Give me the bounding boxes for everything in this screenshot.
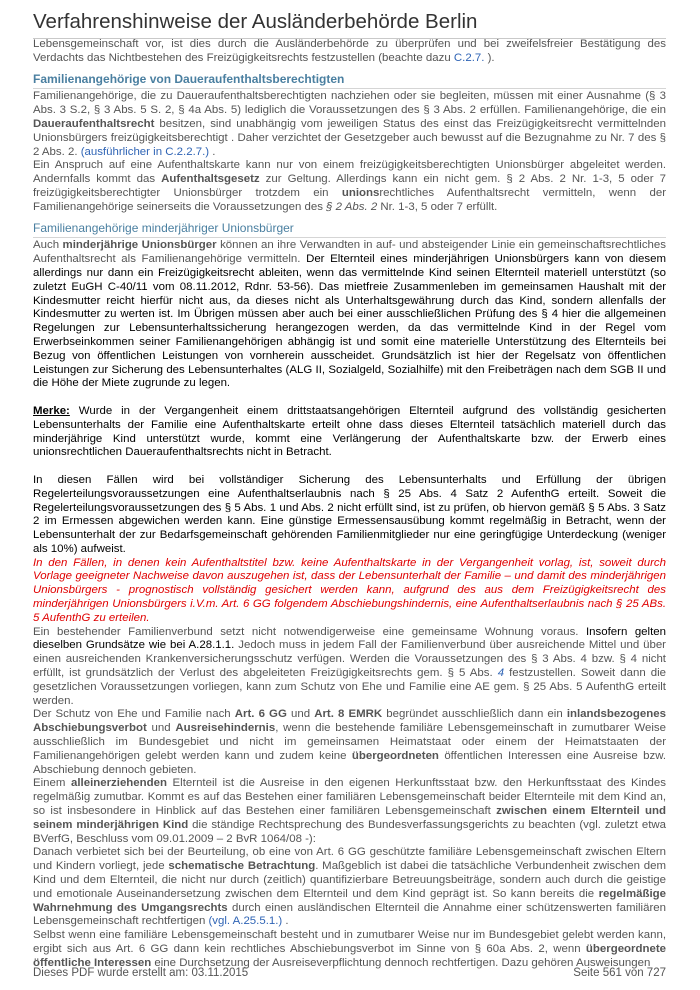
text-run: die ständige Rechtsprechung des Bundesverfassungsgerichts zu beachten (vgl. zuletzt etwa BVerfG, Beschluss vom 09.01.2009 – 2 BvR 1064/08 -): [33, 818, 666, 845]
text-run: Nr. 1-3, 5 oder 7 erfüllt. [377, 200, 498, 213]
bold-term: Art. 8 EMRK [314, 708, 383, 721]
section-heading-dauer: Familienangehörige von Daueraufenthaltsberechtigten [33, 73, 666, 90]
text-run-dark: Der Elternteil eines minderjährigen Unionsbürgers kann von diesem allerdings nur dann ein Freizügigkeitsrecht ableiten, wenn das vermittelnde Kind seinen Elternteil materiell unterstützt (so zuletzt EuGH C-40/11 vom 08.11.2012, Rdnr. 53-56). Das mietfreie Zusammenleben im gemeinsamen Haushalt mit der Kindesmutter reicht hierfür nicht aus, da dieses nicht als Unterhaltsgewährung durch das Kind, sondern allenfalls der Kindesmutter zu werten ist. Im Übrigen müssen aber auch bei einer ausschließlichen Prüfung des § 4 hier die allgemeinen Regelungen zur Lebensunterhaltssicherung herangezogen werden, da das vermittelnde Kind in der Regel vom Erwerbseinkommen seiner Familienangehörigen abhängig ist und somit eine materielle Unterstützung des Elternteils bei Bezug von öffentlichen Leistungen von vornherein ausscheidet. Grundsätzlich ist hier der Regelsatz von öffentlichen Leistungen zur Sicherung des Lebensunterhaltes (ALG II, Sozialgeld, Sozialhilfe) mit den Freibeträgen nach dem SGB II und die Höhe der Miete zugrunde zu legen. [33, 253, 666, 390]
italic-term: § 2 Abs. 2 [326, 200, 378, 213]
text-run: besitzen, sind unabhängig vom jeweiligen Status des einst das Freizügigkeitsrecht vermittelnden Unionsbürgers freizügigkeitsberechtigt . Daher verzichtet der Gesetzgeber auch bewusst auf die Bezugnahme zu Nr. 7 des § 2 Abs. 2. [33, 117, 666, 158]
paragraph-uebergeordnet [33, 929, 666, 970]
paragraph-red-note: In den Fällen, in denen kein Aufenthaltstitel bzw. keine Aufenthaltskarte in der Vergangenheit vorlag, ist, soweit durch Vorlage geeigneter Nachweise davon auszugehen ist, dass der Lebensunterhalt der Familie – und damit des minderjährigen Unionsbürgers - prognostisch vollständig gesichert werden kann, aufgrund des aus dem Freizügigkeitsrecht des minderjährigen Unionsbürgers i.V.m. Art. 6 GG folgendem Abschiebungshindernis, eine Aufenthaltserlaubnis nach § 25 ABs. 5 AufenthG zu erteilen. [33, 556, 666, 624]
bold-term: alleinerziehenden [71, 777, 167, 790]
text-run: eine Durchsetzung der Ausreiseverpflichtung dennoch rechtfertigen. Dazu gehören Ausweisungen [151, 956, 651, 969]
bold-term: minderjährige Unionsbürger [62, 239, 217, 252]
created-date: Dieses PDF wurde erstellt am: 03.11.2015 [33, 967, 249, 979]
bold-term: Daueraufenthaltsrecht [33, 117, 155, 130]
text-run: und [286, 708, 315, 721]
link-a-25-5-1[interactable]: (vgl. A.25.5.1.) [208, 915, 283, 928]
link-c-2-7[interactable]: C.2.7. [453, 51, 485, 64]
bold-term: zwischen einem Elternteil und seinem minderjährigen Kind [33, 805, 667, 831]
paragraph-merke [33, 405, 666, 460]
text-run: Der Schutz von Ehe und Familie nach [33, 708, 235, 721]
text-run: Familienangehörige, die zu Daueraufenthaltsberechtigten nachziehen oder sie begleiten, müssen mit einer Ausnahme (§ 3 Abs. 3 S.2, § 3 Abs. 5 S. 2, § 4a Abs. 5) lediglich die Voraussetzungen des § 3 Abs. 2 erfüllen. Familienangehörige, die ein [33, 90, 666, 117]
text-run-dark: Insofern gelten dieselben Grundsätze wie bei A.28.1.1. [33, 625, 666, 652]
bold-term: unions [341, 186, 380, 199]
text-run: . [282, 915, 289, 928]
text-run: Ein Anspruch auf eine Aufenthaltskarte kann nur von einem freizügigkeitsberechtigten Unionsbürger abgeleitet werden. Andernfalls kommt das [33, 159, 666, 186]
text-run: Danach verbietet sich bei der Beurteilung, ob eine von Art. 6 GG geschützte familiäre Lebensgemeinschaft zwischen Eltern und Kindern vorliegt, jede [33, 846, 666, 873]
text-run: und [146, 722, 176, 735]
text-run: begründet ausschließlich dann ein [382, 708, 567, 721]
text-run: . Maßgeblich ist dabei die tatsächliche Verbundenheit zwischen dem Kind und dem Elternteil, die nicht nur durch (zeitlich) quantifizierbare Betreuungsbeiträge, sondern auch durch die geistige und emotionale Auseinandersetzung zwischen dem Elternteil und dem Kind geprägt ist. So kann bereits die [33, 860, 666, 900]
bold-term: übergeordnete öffentliche Interessen [33, 943, 666, 969]
text-run: öffentlichen Interessen eine Ausreise bzw. Abschiebung dennoch gebieten. [33, 749, 667, 776]
bold-term: regelmäßige Wahrnehmung des Umgangsrechts [33, 887, 666, 914]
link-abs-4[interactable]: 4 [497, 667, 505, 680]
bold-term: Aufenthaltsgesetz [161, 173, 260, 186]
text-run: Elternteil ist die Ausreise in den eigenen Herkunftsstaat bzw. den Herkunftsstaat des Kindes regelmäßig zumutbar. Kommt es auf das Bestehen einer familiären Lebensgemeinschaft beider Elternteile mit dem Kind an, so ist insbesondere in Hinblick auf das Bestehen einer familiären Lebensgemeinschaft [33, 777, 666, 818]
page-title: Verfahrenshinweise der Ausländerbehörde Berlin [33, 10, 478, 33]
text-run: durch einen ausländischen Elternteil die Annahme einer schützenswerten familiären Lebensgemeinschaft rechtfertigen [33, 901, 666, 928]
section-heading-minderjaehrig: Familienangehörige minderjähriger Unionsbürger [33, 222, 666, 239]
text-run: können an ihre Verwandten in auf- und absteigender Linie ein gemeinschaftsrechtliches Aufenthaltsrecht als Familienangehörige vermitteln. [33, 239, 667, 266]
text-run: , wenn die bestehende familiäre Lebensgemeinschaft in zumutbarer Weise ausschließlich im Bundesgebiet und nicht im gemeinsamen Heimatstaat oder einem der Heimatstaaten der Familienangehörigen gelebt werden kann und zudem keine [33, 722, 666, 762]
text-run: ). [484, 51, 495, 64]
link-c-2-2-7[interactable]: (ausführlicher in C.2.2.7.) [80, 145, 210, 158]
text-run: Selbst wenn eine familiäre Lebensgemeinschaft besteht und in zumutbarer Weise nur im Bundesgebiet gelebt werden kann, ergibt sich aus Art. 6 GG dann kein rechtliches Abschiebungsverbot im Sinne von § 60a Abs. 2, wenn [33, 929, 666, 955]
page-header [33, 8, 666, 39]
bold-term: schematische Betrachtung [168, 860, 316, 873]
bold-term: übergeordneten [351, 749, 439, 762]
text-run: rechtliches Aufenthaltsrecht vermitteln, wenn der Familienangehörige seinerseits die Voraussetzungen des [33, 186, 666, 213]
paragraph-verdacht [33, 38, 666, 66]
text-run: Jedoch muss in jedem Fall der Familienverbund über ausreichende Mittel und über einen ausreichenden Krankenversicherungsschutz verfügen. Werden die Voraussetzungen des § 3 Abs. 4 bzw. § 4 nicht erfüllt, ist grundsätzlich der Verlust des abgeleiteten Freizügigkeitsrechts gem. § 5 Abs. [33, 639, 666, 680]
bold-term: Art. 6 GG [234, 708, 287, 721]
text-run: Auch [33, 239, 63, 252]
text-run: zur Geltung. Allerdings kann ein nicht gem. § 2 Abs. 2 Nr. 1-3, 5 oder 7 freizügigkeitsberechtigter Unionsbürger trotzdem ein [33, 173, 666, 199]
paragraph-minderjaehrig [33, 239, 666, 391]
bold-term: inlandsbezogenes Abschiebungsverbot [33, 708, 666, 735]
merke-label: Merke: [33, 404, 70, 417]
paragraph-dauer-2 [33, 159, 666, 214]
text-run: Wurde in der Vergangenheit einem drittstaatsangehörigen Elternteil aufgrund des vollständig gesicherten Lebensunterhalts der Familie eine Aufenthaltskarte erteilt ohne dass dieses Elternteil tatsächlich materiell durch das minderjährige Kind unterstützt wurde, kommt eine Verlängerung der Aufenthaltskarte bzw. der Erwerb eines unionsrechtlichen Daueraufenthaltsrechts nicht in Betracht. [33, 404, 666, 459]
text-run: festzustellen. Soweit dann die gesetzlichen Voraussetzungen vorliegen, kann zum Schutz von Ehe und Familie eine AE gem. § 25 Abs. 5 AufenthG erteilt werden. [33, 667, 666, 707]
spacer [33, 460, 666, 474]
text-run: Ein bestehender Familienverbund setzt nicht notwendigerweise eine gemeinsame Wohnung voraus. [33, 625, 586, 638]
document-body [33, 38, 666, 971]
page-number: Seite 561 von 727 [573, 967, 666, 979]
paragraph-betrachtung [33, 846, 666, 929]
text-run: Lebensgemeinschaft vor, ist dies durch die Ausländerbehörde zu überprüfen und bei zweifelsfreier Bestätigung des Verdachts das Nichtbestehen des Freizügigkeitsrechts festzustellen (beachte dazu [33, 38, 666, 64]
paragraph-schutz-ehe [33, 708, 666, 777]
spacer [33, 391, 666, 405]
bold-term: Ausreisehindernis [175, 722, 276, 735]
text-run: . [209, 145, 216, 158]
paragraph-familienverbund [33, 626, 666, 709]
paragraph-dauer-1 [33, 90, 666, 159]
paragraph-alleinerziehend [33, 777, 666, 846]
text-run: Einem [33, 777, 71, 790]
paragraph-regelerteilung: In diesen Fällen wird bei vollständiger Sicherung des Lebensunterhalts und Erfüllung der übrigen Regelerteilungsvoraussetzungen eine Aufenthaltserlaubnis nach § 25 Abs. 4 Satz 2 AufenthG erteilt. Soweit die Regelerteilungsvoraussetzungen des § 5 Abs. 1 und Abs. 2 nicht erfüllt sind, ist zu prüfen, ob hiervon gemäß § 5 Abs. 3 Satz 2 im Ermessen abgewichen werden kann. Eine günstige Ermessensausübung kommt regelmäßig in Betracht, wenn der Lebensunterhalt der zur Bedarfsgemeinschaft gehörenden Familienmitglieder nur eine geringfügige Unterdeckung (weniger als 10%) aufweist. [33, 473, 666, 555]
